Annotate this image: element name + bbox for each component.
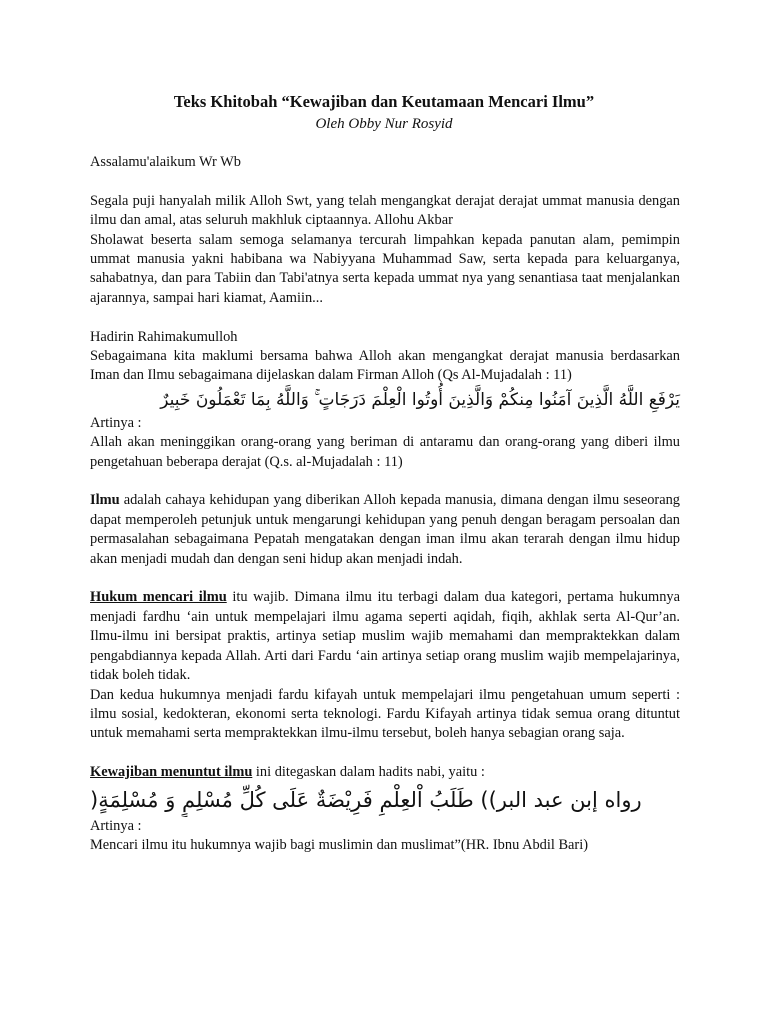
paragraph-kifayah: Dan kedua hukumnya menjadi fardu kifayah untuk mempelajari ilmu pengetahuan umum seperti : ilmu sosial, kedokteran, ekonomi serta teknologi. Fardu Kifayah artinya tidak semua orang dituntut untuk memahami serta mempraktekkan ilmu-ilmu tersebut, boleh hanya sebagian orang saja. bbox=[90, 686, 680, 742]
paragraph-hukum bbox=[90, 588, 680, 685]
paragraph-praise: Segala puji hanyalah milik Alloh Swt, yang telah mengangkat derajat derajat ummat manusia dengan ilmu dan amal, atas seluruh makhluk ciptaannya. Allohu Akbar bbox=[90, 192, 680, 229]
arabic-verse: يَرْفَعِ اللَّهُ الَّذِينَ آمَنُوا مِنكُمْ وَالَّذِينَ أُوتُوا الْعِلْمَ دَرَجَاتٍ ۚ وَاللَّهُ بِمَا تَعْمَلُونَ خَبِيرٌ bbox=[160, 389, 680, 410]
greeting: Assalamu'alaikum Wr Wb bbox=[90, 154, 241, 170]
ilmu-heading: Ilmu bbox=[90, 492, 120, 509]
ilmu-text: adalah cahaya kehidupan yang diberikan Alloh kepada manusia, dimana dengan ilmu seseorang dapat memperoleh petunjuk untuk mengarungi kehidupan yang penuh dengan beragam persoalan dan permasalahan sebagaimana Pepatah mengatakan dengan iman ilmu akan terarah dengan ilmu hidup akan menjadi mudah dan dengan seni hidup akan menjadi indah. bbox=[90, 492, 680, 567]
paragraph-ilmu bbox=[90, 491, 680, 569]
hukum-text: itu wajib. Dimana ilmu itu terbagi dalam dua kategori, pertama hukumnya menjadi fardhu ‘ain untuk mempelajari ilmu agama seperti aqidah, fiqih, akhlak serta Al-Qur’an. Ilmu-ilmu ini bersipat praktis, artinya setiap muslim wajib memahami dan mempraktekkan dalam pengabdiannya kepada Allah. Arti dari Fardu ‘ain artinya setiap orang muslim wajib mempelajarinya, tidak boleh tidak. bbox=[90, 589, 680, 684]
kewajiban-heading: Kewajiban menuntut ilmu bbox=[90, 764, 253, 781]
hadirin-line: Hadirin Rahimakumulloh bbox=[90, 328, 238, 345]
paragraph-intro: Sebagaimana kita maklumi bersama bahwa Alloh akan mengangkat derajat manusia berdasarkan Iman dan Ilmu sebagaimana dijelaskan dalam Firman Alloh (Qs Al-Mujadalah : 11) bbox=[90, 348, 680, 384]
translation-verse: Allah akan meninggikan orang-orang yang beriman di antaramu dan orang-orang yang diberi ilmu pengetahuan beberapa derajat (Q.s. al-Mujadalah : 11) bbox=[90, 434, 680, 470]
kewajiban-text: ini ditegaskan dalam hadits nabi, yaitu : bbox=[252, 764, 485, 781]
translation-hadith: Mencari ilmu itu hukumnya wajib bagi muslimin dan muslimat”(HR. Ibnu Abdil Bari) bbox=[90, 836, 589, 853]
hukum-heading: Hukum mencari ilmu bbox=[90, 589, 227, 606]
arabic-hadith: رواه إبن عبد البر)) طَلَبُ اْلعِلْمِ فَرِيْضَةٌ عَلَى كُلِّ مُسْلِمٍ وَ مُسْلِمَةٍ( bbox=[90, 787, 642, 812]
paragraph-kewajiban bbox=[90, 763, 680, 782]
document-title: Teks Khitobah “Kewajiban dan Keutamaan Mencari Ilmu” bbox=[173, 92, 595, 111]
artinya-label-2: Artinya : bbox=[90, 817, 142, 834]
artinya-label-1: Artinya : bbox=[90, 414, 142, 431]
document-author: Oleh Obby Nur Rosyid bbox=[315, 116, 453, 132]
document-body bbox=[90, 153, 680, 855]
paragraph-sholawat: Sholawat beserta salam semoga selamanya tercurah limpahkan kepada panutan alam, pemimpin ummat manusia yakni habibana wa Nabiyyana Muhammad Saw, serta kepada para keluarganya, sahabatnya, dan para Tabiin dan Tabi'atnya serta kepada ummat nya yang senantiasa taat menjalankan ajarannya, sampai hari kiamat, Aamiin... bbox=[90, 231, 680, 306]
